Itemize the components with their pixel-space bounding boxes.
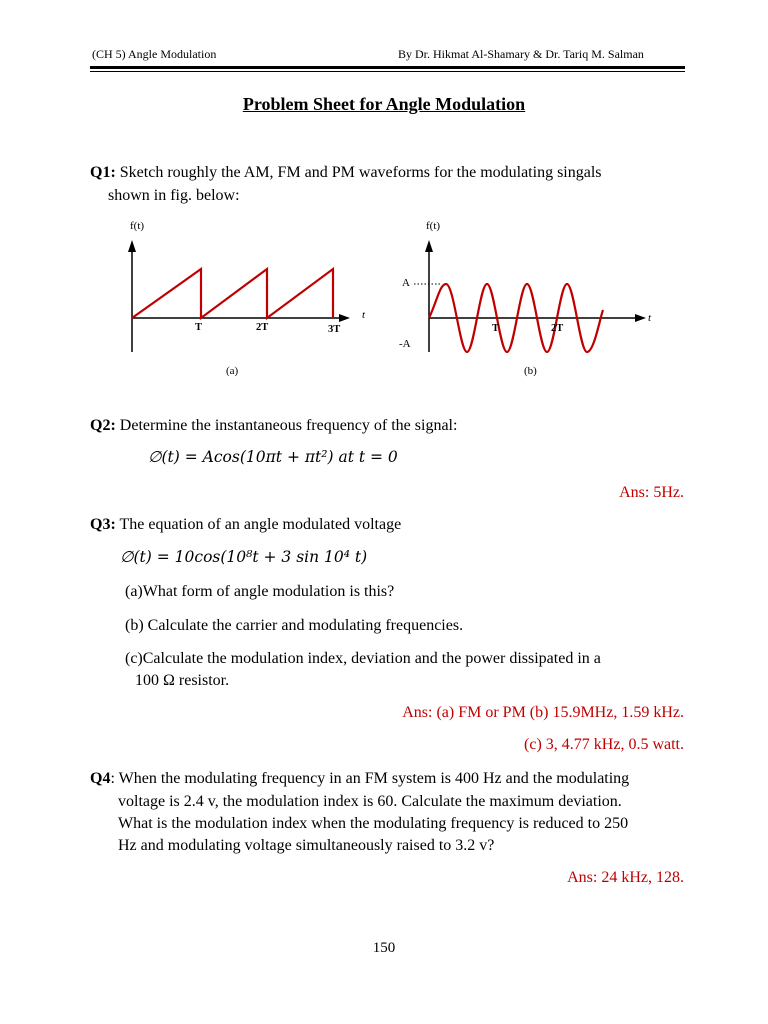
figure-a-x-arrow: [339, 314, 350, 322]
q1-line2: shown in fig. below:: [108, 187, 240, 204]
figure-a-tick-T: T: [195, 322, 203, 333]
q3-label: Q3:: [90, 516, 116, 533]
q3-part-c-line2: 100 Ω resistor.: [135, 672, 230, 689]
q4-label: Q4: [90, 770, 111, 787]
q3-answer-1: Ans: (a) FM or PM (b) 15.9MHz, 1.59 kHz.: [402, 704, 684, 721]
q3-equation: ∅(t) = 10cos(10⁸t + 3 sin 10⁴ t): [120, 548, 368, 566]
page-number: 150: [372, 940, 396, 956]
figure-a-tick-3T: 3T: [328, 324, 341, 335]
q4-answer: Ans: 24 kHz, 128.: [567, 869, 684, 886]
q3-text: The equation of an angle modulated voltage: [115, 516, 402, 533]
q3-answer-2: (c) 3, 4.77 kHz, 0.5 watt.: [524, 736, 684, 753]
figure-a-xlabel: t: [362, 309, 366, 321]
q3-part-c-line1: (c)Calculate the modulation index, deviation and the power dissipated in a: [125, 650, 601, 667]
figure-a-waveform: [132, 269, 333, 318]
figure-a-y-arrow: [128, 240, 136, 252]
q3-line: [90, 514, 401, 536]
figure-b-xlabel: t: [648, 312, 652, 324]
figure-b-amp-pos: A: [402, 277, 410, 289]
header-chapter: (CH 5) Angle Modulation: [92, 47, 217, 61]
q4-text: : When the modulating frequency in an FM system is 400 Hz and the modulating: [110, 770, 630, 787]
header-rule-thin: [90, 71, 685, 72]
q4-line3: What is the modulation index when the modulating frequency is reduced to 250: [118, 815, 629, 832]
q3-part-b: (b) Calculate the carrier and modulating frequencies.: [125, 617, 464, 634]
figure-b-amp-neg: -A: [399, 338, 411, 350]
q3-part-a: (a)What form of angle modulation is this?: [125, 583, 395, 600]
figure-a-ylabel: f(t): [130, 220, 145, 232]
q1-text: Sketch roughly the AM, FM and PM waveforms for the modulating singals: [115, 164, 602, 181]
q1-line1: [90, 162, 602, 184]
q2-answer: Ans: 5Hz.: [619, 484, 684, 501]
figure-b-ylabel: f(t): [426, 220, 441, 232]
figure-a-tick-2T: 2T: [256, 322, 269, 333]
figure-b-y-arrow: [425, 240, 433, 252]
figure-a-sawtooth: [110, 212, 390, 382]
q2-line: [90, 415, 457, 437]
figure-b-tick-T: T: [492, 323, 500, 334]
q2-label: Q2:: [90, 417, 116, 434]
figure-b-x-arrow: [635, 314, 646, 322]
q4-line4: Hz and modulating voltage simultaneously raised to 3.2 v?: [118, 837, 495, 854]
figure-a-caption: (a): [226, 365, 239, 377]
q4-line1: [90, 768, 629, 790]
q2-equation: ∅(t) = Acos(10πt + πt²) at t = 0: [148, 448, 398, 466]
q2-text: Determine the instantaneous frequency of the signal:: [115, 417, 458, 434]
page-title: Problem Sheet for Angle Modulation: [242, 94, 526, 114]
figure-b-caption: (b): [524, 365, 537, 377]
header-rule-thick: [90, 66, 685, 69]
q4-line2: voltage is 2.4 v, the modulation index is 60. Calculate the maximum deviation.: [118, 793, 622, 810]
figure-b-sinusoid: [390, 212, 680, 382]
q1-label: Q1:: [90, 164, 116, 181]
figure-b-tick-2T: 2T: [551, 323, 564, 334]
header-authors: By Dr. Hikmat Al-Shamary & Dr. Tariq M. Salman: [398, 47, 644, 61]
